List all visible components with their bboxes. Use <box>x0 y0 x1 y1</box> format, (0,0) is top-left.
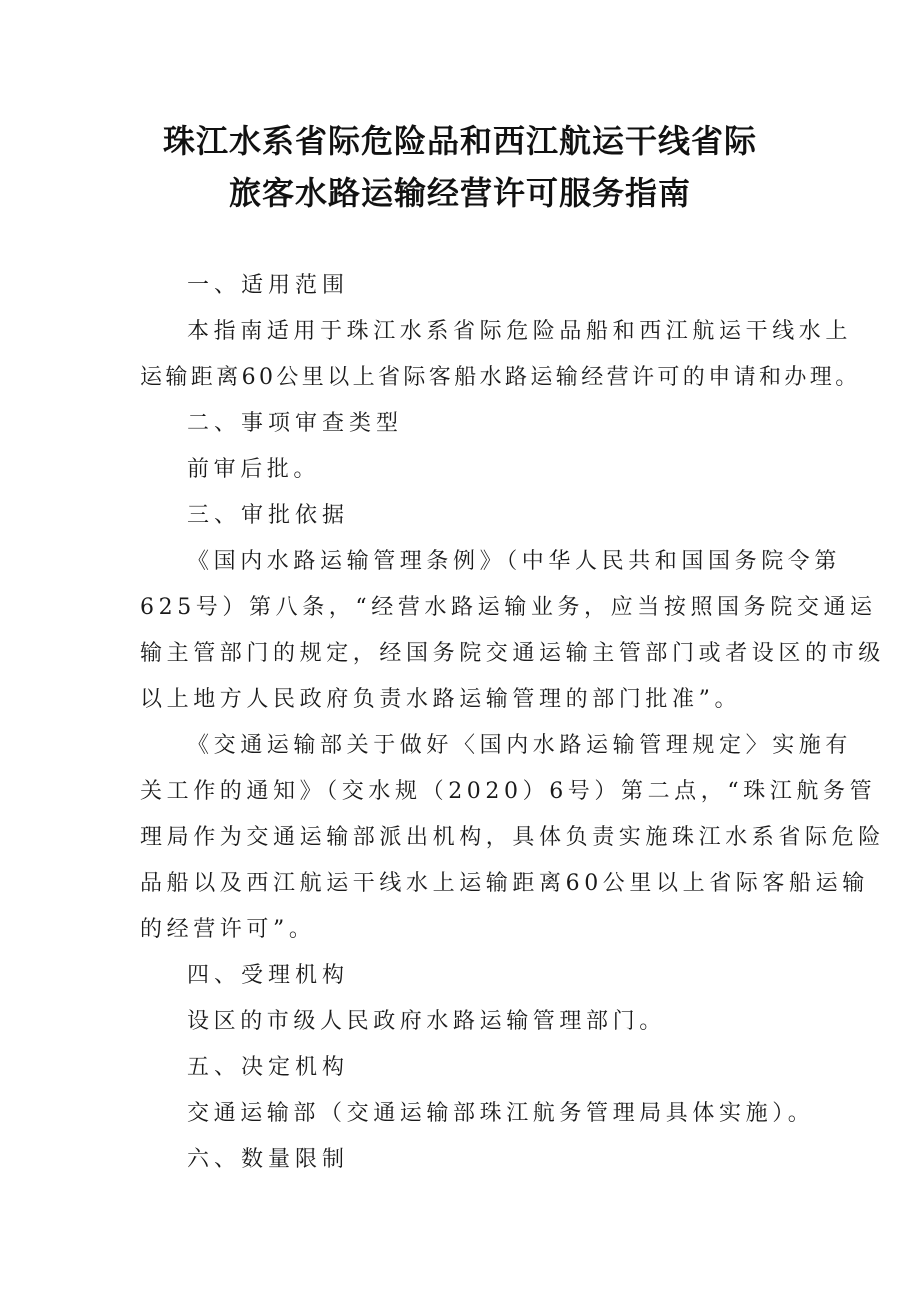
legal-basis-p2-line-2: 关工作的通知》（交水规（2020）6号）第二点，“珠江航务管 <box>140 779 877 804</box>
deciding-agency-line-1: 交通运输部（交通运输部珠江航务管理局具体实施）。 <box>187 1101 815 1126</box>
section-heading-review-type: 二、事项审查类型 <box>187 411 404 436</box>
legal-basis-p2-line-5: 的经营许可”。 <box>140 917 316 942</box>
document-title-line-1: 珠江水系省际危险品和西江航运干线省际 <box>162 122 757 160</box>
section-heading-scope: 一、适用范围 <box>187 273 350 298</box>
section-heading-deciding-agency: 五、决定机构 <box>187 1055 350 1080</box>
legal-basis-p1-line-2: 625号）第八条，“经营水路运输业务，应当按照国务院交通运 <box>140 595 877 620</box>
scope-line-1: 本指南适用于珠江水系省际危险品船和西江航运干线水上 <box>187 319 853 344</box>
scope-line-2: 运输距离60公里以上省际客船水路运输经营许可的申请和办理。 <box>140 365 861 390</box>
legal-basis-p1-line-1: 《国内水路运输管理条例》（中华人民共和国国务院令第 <box>187 549 842 574</box>
legal-basis-p2-line-3: 理局作为交通运输部派出机构，具体负责实施珠江水系省际危险 <box>140 825 885 850</box>
legal-basis-p2-line-4: 品船以及西江航运干线水上运输距离60公里以上省际客船运输 <box>140 871 869 896</box>
document-title-line-2: 旅客水路运输经营许可服务指南 <box>228 174 691 212</box>
legal-basis-p2-line-1: 《交通运输部关于做好〈国内水路运输管理规定〉实施有 <box>187 733 853 758</box>
section-heading-quantity-limit: 六、数量限制 <box>187 1147 350 1172</box>
legal-basis-p1-line-3: 输主管部门的规定，经国务院交通运输主管部门或者设区的市级 <box>140 641 885 666</box>
review-type-line-1: 前审后批。 <box>187 457 321 482</box>
section-heading-legal-basis: 三、审批依据 <box>187 503 350 528</box>
accepting-agency-line-1: 设区的市级人民政府水路运输管理部门。 <box>187 1009 666 1034</box>
legal-basis-p1-line-4: 以上地方人民政府负责水路运输管理的部门批准”。 <box>140 687 742 712</box>
section-heading-accepting-agency: 四、受理机构 <box>187 963 350 988</box>
